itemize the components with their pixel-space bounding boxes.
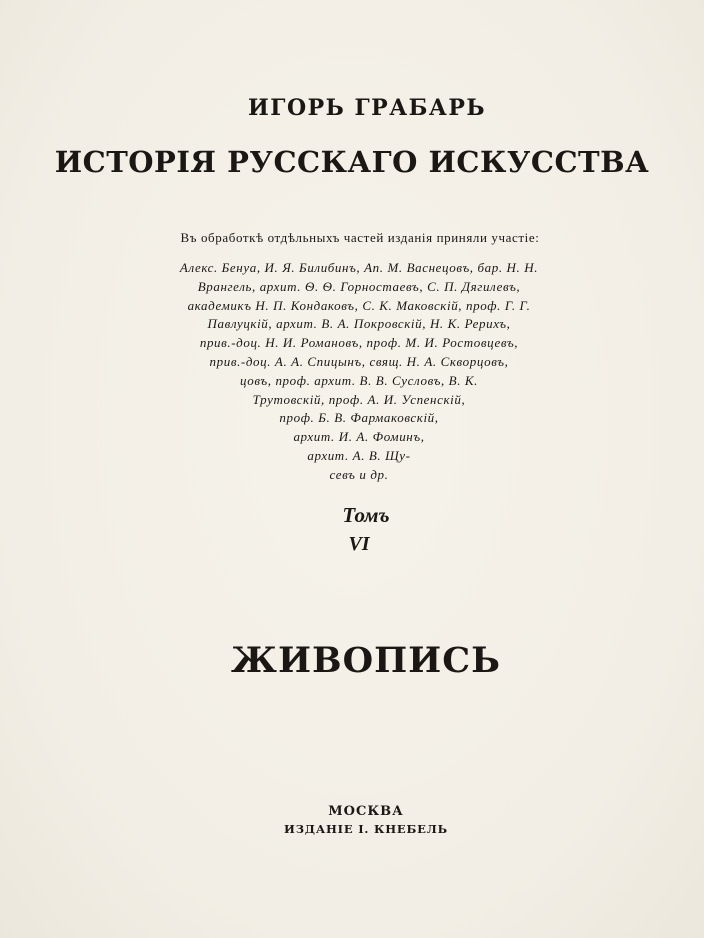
contributors-line: севъ и др.: [329, 466, 389, 482]
contributors-list: [0, 259, 704, 485]
contributors-line: архит. И. А. Фоминъ,: [293, 429, 425, 445]
publisher-name: ИЗДАНІЕ І. КНЕБЕЛЬ: [284, 822, 448, 836]
contributors-line: проф. Б. В. Фармаковскій,: [279, 410, 439, 426]
contributors-line: прив.-доц. Н. И. Романовъ, проф. М. И. Ростовцевъ,: [199, 335, 519, 351]
contributors-intro: Въ обработкѣ отдѣльныхъ частей изданія приняли участіе:: [180, 230, 540, 245]
section-title: ЖИВОПИСЬ: [231, 640, 501, 681]
publication-city: МОСКВА: [328, 804, 404, 819]
book-title: ИСТОРІЯ РУССКАГО ИСКУССТВА: [54, 145, 650, 179]
contributors-line: Алекс. Бенуа, И. Я. Билибинъ, Ап. М. Васнецовъ, бар. Н. Н.: [179, 260, 539, 275]
contributors-line: Трутовскій, проф. А. И. Успенскій,: [252, 391, 466, 407]
author-name: ИГОРЬ ГРАБАРЬ: [247, 95, 487, 121]
contributors-line: прив.-доц. А. А. Спицынъ, свящ. Н. А. Скворцовъ,: [209, 353, 509, 369]
contributors-line: Врангель, архит. Ѳ. Ѳ. Горностаевъ, С. П. Дягилевъ,: [197, 278, 521, 294]
volume-label: Томъ: [342, 503, 390, 527]
contributors-line: цовъ, проф. архит. В. В. Сусловъ, В. К.: [239, 372, 479, 388]
volume-number: VI: [348, 533, 370, 555]
contributors-line: академикъ Н. П. Кондаковъ, С. К. Маковскій, проф. Г. Г.: [187, 297, 531, 313]
contributors-line: Павлуцкій, архит. В. А. Покровскій, Н. К. Рерихъ,: [207, 316, 511, 332]
contributors-line: архит. А. В. Щу-: [307, 447, 411, 463]
